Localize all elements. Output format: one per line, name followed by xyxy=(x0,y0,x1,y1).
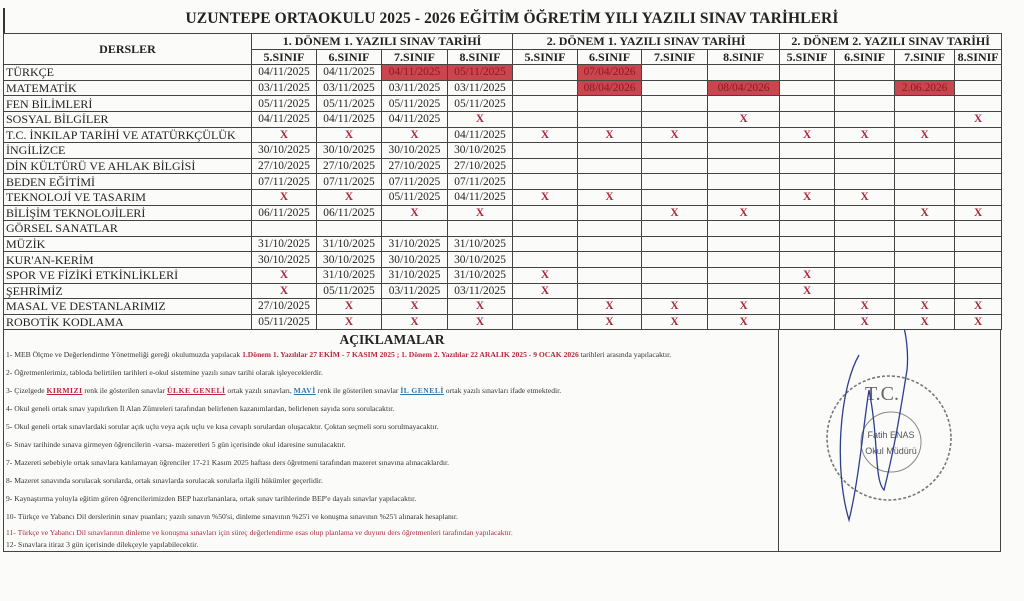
exam-date-cell: 04/11/2025 xyxy=(382,111,448,127)
exam-date-cell: 04/11/2025 xyxy=(448,189,513,205)
no-exam-mark: X xyxy=(780,283,835,299)
empty-cell xyxy=(835,283,895,299)
empty-cell xyxy=(578,283,642,299)
empty-cell xyxy=(642,174,708,190)
no-exam-mark: X xyxy=(578,314,642,330)
empty-cell xyxy=(513,158,578,174)
grade-header: 8.SINIF xyxy=(448,49,513,65)
exam-date-cell: 05/11/2025 xyxy=(317,96,382,112)
note-3 xyxy=(6,386,561,396)
empty-cell xyxy=(835,143,895,159)
no-exam-mark: X xyxy=(955,299,1002,315)
table-row xyxy=(4,314,1002,330)
empty-cell xyxy=(513,252,578,268)
grade-header: 6.SINIF xyxy=(317,49,382,65)
table-row xyxy=(4,205,1002,221)
svg-text:T.C.: T.C. xyxy=(864,383,900,406)
no-exam-mark: X xyxy=(317,127,382,143)
empty-cell xyxy=(252,221,317,237)
empty-cell xyxy=(578,96,642,112)
empty-cell xyxy=(895,174,955,190)
empty-cell xyxy=(895,236,955,252)
no-exam-mark: X xyxy=(382,299,448,315)
empty-cell xyxy=(835,158,895,174)
no-exam-mark: X xyxy=(382,205,448,221)
no-exam-mark: X xyxy=(252,267,317,283)
note-8: 8- Mazeret sınavında sorulacak sorularda, ortak sınavlarda sorulacak sorularla ilgili hükümler geçerlidir. xyxy=(6,476,323,486)
subject-cell: BEDEN EĞİTİMİ xyxy=(4,174,252,190)
exam-date-cell: 31/10/2025 xyxy=(252,236,317,252)
no-exam-mark: X xyxy=(317,299,382,315)
exam-date-cell: 04/11/2025 xyxy=(317,111,382,127)
no-exam-mark: X xyxy=(382,127,448,143)
exam-date-cell: 04/11/2025 xyxy=(252,65,317,81)
empty-cell xyxy=(642,111,708,127)
empty-cell xyxy=(708,127,780,143)
exam-date-cell: 27/10/2025 xyxy=(382,158,448,174)
empty-cell xyxy=(708,236,780,252)
subject-cell: TÜRKÇE xyxy=(4,65,252,81)
table-row xyxy=(4,143,1002,159)
empty-cell xyxy=(513,65,578,81)
no-exam-mark: X xyxy=(448,205,513,221)
empty-cell xyxy=(578,158,642,174)
note-text: ortak yazılı sınavları ifade etmektedir. xyxy=(443,386,562,396)
document-body xyxy=(3,33,1001,552)
table-row xyxy=(4,267,1002,283)
empty-cell xyxy=(708,143,780,159)
exam-date-cell: 06/11/2025 xyxy=(317,205,382,221)
svg-text:Okul Müdürü: Okul Müdürü xyxy=(865,446,917,457)
empty-cell xyxy=(642,96,708,112)
grade-header: 8.SINIF xyxy=(955,49,1002,65)
empty-cell xyxy=(780,221,835,237)
no-exam-mark: X xyxy=(955,314,1002,330)
exam-date-cell: 30/10/2025 xyxy=(317,143,382,159)
empty-cell xyxy=(708,252,780,268)
empty-cell xyxy=(835,205,895,221)
note-text: tarihleri arasında yapılacaktır. xyxy=(578,350,672,360)
table-row xyxy=(4,283,1002,299)
grade-header: 5.SINIF xyxy=(252,49,317,65)
note-10: 10- Türkçe ve Yabancı Dil derslerinin sınav puanları; yazılı sınavın %50'si, dinleme sınavının %25'i ve konuşma sınavının %25'i alınarak hesaplanır. xyxy=(6,512,458,522)
no-exam-mark: X xyxy=(780,189,835,205)
empty-cell xyxy=(895,65,955,81)
no-exam-mark: X xyxy=(835,299,895,315)
province-wide-label: İL GENELİ xyxy=(400,386,444,396)
subject-cell: ROBOTİK KODLAMA xyxy=(4,314,252,330)
exam-date-cell: 05/11/2025 xyxy=(252,314,317,330)
empty-cell xyxy=(955,96,1002,112)
empty-cell xyxy=(513,205,578,221)
empty-cell xyxy=(513,236,578,252)
exam-date-cell: 07/11/2025 xyxy=(252,174,317,190)
grade-header: 7.SINIF xyxy=(382,49,448,65)
table-row xyxy=(4,65,1002,81)
empty-cell xyxy=(642,143,708,159)
exam-date-cell: 05/11/2025 xyxy=(252,96,317,112)
note-highlight: 1.Dönem 1. Yazılılar 27 EKİM - 7 KASIM 2025 ; 1. Dönem 2. Yazılılar 22 ARALIK 2025 - 9 OCAK 2026 xyxy=(242,350,579,360)
empty-cell xyxy=(955,267,1002,283)
empty-cell xyxy=(955,283,1002,299)
subject-cell: SPOR VE FİZİKİ ETKİNLİKLERİ xyxy=(4,267,252,283)
no-exam-mark: X xyxy=(382,314,448,330)
note-1 xyxy=(6,350,671,360)
subject-cell: MATEMATİK xyxy=(4,80,252,96)
no-exam-mark: X xyxy=(895,127,955,143)
note-5: 5- Okul geneli ortak sınavlardaki sorular açık uçlu veya açık uçlu ve kısa cevaplı sorulardan oluşacaktır. Çoktan seçmeli soru sorulmayacaktır. xyxy=(6,422,439,432)
no-exam-mark: X xyxy=(895,314,955,330)
exam-date-cell: 08/04/2026 xyxy=(578,80,642,96)
empty-cell xyxy=(835,252,895,268)
exam-date-cell: 27/10/2025 xyxy=(448,158,513,174)
empty-cell xyxy=(835,80,895,96)
empty-cell xyxy=(708,174,780,190)
empty-cell xyxy=(835,65,895,81)
no-exam-mark: X xyxy=(448,111,513,127)
empty-cell xyxy=(642,65,708,81)
subject-cell: FEN BİLİMLERİ xyxy=(4,96,252,112)
signature-icon xyxy=(840,330,907,520)
empty-cell xyxy=(895,143,955,159)
table-row xyxy=(4,127,1002,143)
empty-cell xyxy=(708,158,780,174)
subject-cell: MÜZİK xyxy=(4,236,252,252)
exam-date-cell: 27/10/2025 xyxy=(252,299,317,315)
note-11: 11- Türkçe ve Yabancı Dil sınavlarının dinleme ve konuşma sınavları için süreç değerlendirme esas olup planlama ve duyuru ders öğretmenleri tarafından yapılacaktır. xyxy=(6,528,513,538)
empty-cell xyxy=(382,221,448,237)
exam-date-cell: 05/11/2025 xyxy=(382,189,448,205)
empty-cell xyxy=(780,65,835,81)
note-text: ortak yazılı sınavları, xyxy=(225,386,294,396)
subject-cell: BİLİŞİM TEKNOLOJİLERİ xyxy=(4,205,252,221)
no-exam-mark: X xyxy=(317,314,382,330)
exam-date-cell: 30/10/2025 xyxy=(252,143,317,159)
no-exam-mark: X xyxy=(708,314,780,330)
no-exam-mark: X xyxy=(252,127,317,143)
empty-cell xyxy=(780,236,835,252)
empty-cell xyxy=(835,174,895,190)
empty-cell xyxy=(317,221,382,237)
no-exam-mark: X xyxy=(708,299,780,315)
note-2: 2- Öğretmenlerimiz, tabloda belirtilen tarihleri e-okul sistemine yazılı sınav tarihi olarak işleyeceklerdir. xyxy=(6,368,323,378)
empty-cell xyxy=(708,221,780,237)
subject-cell: KUR'AN-KERİM xyxy=(4,252,252,268)
empty-cell xyxy=(780,252,835,268)
exam-date-cell: 31/10/2025 xyxy=(448,267,513,283)
grade-header: 7.SINIF xyxy=(642,49,708,65)
empty-cell xyxy=(835,236,895,252)
document-title: UZUNTEPE ORTAOKULU 2025 - 2026 EĞİTİM ÖĞRETİM YILI YAZILI SINAV TARİHLERİ xyxy=(185,10,839,27)
empty-cell xyxy=(578,111,642,127)
no-exam-mark: X xyxy=(835,127,895,143)
subject-cell: GÖRSEL SANATLAR xyxy=(4,221,252,237)
empty-cell xyxy=(708,65,780,81)
exam-date-cell: 07/11/2025 xyxy=(382,174,448,190)
exam-date-cell: 03/11/2025 xyxy=(252,80,317,96)
no-exam-mark: X xyxy=(578,299,642,315)
exam-date-cell: 31/10/2025 xyxy=(317,267,382,283)
exam-date-cell: 04/11/2025 xyxy=(448,127,513,143)
exam-date-cell: 07/11/2025 xyxy=(317,174,382,190)
exam-date-cell: 27/10/2025 xyxy=(252,158,317,174)
svg-text:Fatih ENAS: Fatih ENAS xyxy=(867,430,915,441)
exam-date-cell: 2.06.2026 xyxy=(895,80,955,96)
exam-date-cell: 04/11/2025 xyxy=(382,65,448,81)
exam-date-cell: 08/04/2026 xyxy=(708,80,780,96)
table-row xyxy=(4,299,1002,315)
period-header: 2. DÖNEM 2. YAZILI SINAV TARİHİ xyxy=(780,34,1002,50)
empty-cell xyxy=(955,127,1002,143)
subject-cell: SOSYAL BİLGİLER xyxy=(4,111,252,127)
bottom-section xyxy=(3,330,1001,552)
no-exam-mark: X xyxy=(642,127,708,143)
no-exam-mark: X xyxy=(642,205,708,221)
empty-cell xyxy=(708,283,780,299)
empty-cell xyxy=(895,111,955,127)
empty-cell xyxy=(513,80,578,96)
no-exam-mark: X xyxy=(708,111,780,127)
table-row xyxy=(4,174,1002,190)
empty-cell xyxy=(448,221,513,237)
empty-cell xyxy=(895,189,955,205)
exam-date-cell: 03/11/2025 xyxy=(448,80,513,96)
exam-date-cell: 05/11/2025 xyxy=(448,65,513,81)
no-exam-mark: X xyxy=(642,299,708,315)
empty-cell xyxy=(642,158,708,174)
no-exam-mark: X xyxy=(895,205,955,221)
empty-cell xyxy=(642,252,708,268)
grade-header: 5.SINIF xyxy=(780,49,835,65)
empty-cell xyxy=(895,221,955,237)
exam-date-cell: 30/10/2025 xyxy=(448,252,513,268)
empty-cell xyxy=(513,96,578,112)
empty-cell xyxy=(513,174,578,190)
no-exam-mark: X xyxy=(317,189,382,205)
table-row xyxy=(4,221,1002,237)
notes-title: AÇIKLAMALAR xyxy=(339,332,445,348)
empty-cell xyxy=(955,236,1002,252)
no-exam-mark: X xyxy=(835,189,895,205)
exam-date-cell: 04/11/2025 xyxy=(252,111,317,127)
note-9: 9- Kaynaştırma yoluyla eğitim gören öğrencilerimizden BEP hazırlananlara, ortak sınav tarihlerinde BEP'e dayalı sınavlar yapılacaktır. xyxy=(6,494,417,504)
no-exam-mark: X xyxy=(955,111,1002,127)
no-exam-mark: X xyxy=(578,189,642,205)
empty-cell xyxy=(895,252,955,268)
note-6: 6- Sınav tarihinde sınava girmeyen öğrencilerin -varsa- mazeretleri 5 gün içerisinde okul idaresine sunulacaktır. xyxy=(6,440,346,450)
no-exam-mark: X xyxy=(780,267,835,283)
grade-header: 8.SINIF xyxy=(708,49,780,65)
exam-date-cell: 03/11/2025 xyxy=(382,283,448,299)
no-exam-mark: X xyxy=(895,299,955,315)
table-row xyxy=(4,236,1002,252)
empty-cell xyxy=(955,143,1002,159)
empty-cell xyxy=(780,205,835,221)
no-exam-mark: X xyxy=(780,127,835,143)
empty-cell xyxy=(780,174,835,190)
no-exam-mark: X xyxy=(708,205,780,221)
note-7: 7- Mazereti sebebiyle ortak sınavlara katılamayan öğrenciler 17-21 Kasım 2025 haftası ders öğretmeni tarafından mazeret sınavına alınacaklardır. xyxy=(6,458,449,468)
empty-cell xyxy=(955,80,1002,96)
exam-date-cell: 07/11/2025 xyxy=(448,174,513,190)
blue-label: MAVİ xyxy=(293,386,316,396)
exam-date-cell: 30/10/2025 xyxy=(382,143,448,159)
period-header: 2. DÖNEM 1. YAZILI SINAV TARİHİ xyxy=(513,34,780,50)
exam-date-cell: 04/11/2025 xyxy=(317,65,382,81)
country-wide-label: ÜLKE GENELİ xyxy=(167,386,226,396)
exam-date-cell: 30/10/2025 xyxy=(382,252,448,268)
empty-cell xyxy=(578,174,642,190)
empty-cell xyxy=(642,80,708,96)
empty-cell xyxy=(780,314,835,330)
note-text: 3- Çizelgede xyxy=(6,386,47,396)
grade-header: 7.SINIF xyxy=(895,49,955,65)
subject-cell: DİN KÜLTÜRÜ VE AHLAK BİLGİSİ xyxy=(4,158,252,174)
no-exam-mark: X xyxy=(955,205,1002,221)
empty-cell xyxy=(955,158,1002,174)
note-text: renk ile gösterilen sınavlar xyxy=(315,386,401,396)
no-exam-mark: X xyxy=(448,299,513,315)
exam-date-cell: 27/10/2025 xyxy=(317,158,382,174)
empty-cell xyxy=(708,96,780,112)
red-label: KIRMIZI xyxy=(46,386,83,396)
exam-date-cell: 31/10/2025 xyxy=(382,236,448,252)
empty-cell xyxy=(708,267,780,283)
exam-date-cell: 30/10/2025 xyxy=(448,143,513,159)
empty-cell xyxy=(578,252,642,268)
empty-cell xyxy=(835,111,895,127)
exam-date-cell: 05/11/2025 xyxy=(448,96,513,112)
exam-schedule-table xyxy=(3,33,1002,330)
no-exam-mark: X xyxy=(513,267,578,283)
empty-cell xyxy=(835,96,895,112)
note-text: renk ile gösterilen sınavlar xyxy=(82,386,168,396)
empty-cell xyxy=(955,252,1002,268)
no-exam-mark: X xyxy=(642,314,708,330)
empty-cell xyxy=(642,283,708,299)
empty-cell xyxy=(642,236,708,252)
empty-cell xyxy=(708,189,780,205)
empty-cell xyxy=(642,221,708,237)
no-exam-mark: X xyxy=(835,314,895,330)
exam-date-cell: 07/04/2026 xyxy=(578,65,642,81)
grade-header: 5.SINIF xyxy=(513,49,578,65)
notes-section xyxy=(3,330,779,552)
empty-cell xyxy=(955,174,1002,190)
subject-cell: İNGİLİZCE xyxy=(4,143,252,159)
exam-date-cell: 30/10/2025 xyxy=(317,252,382,268)
empty-cell xyxy=(895,158,955,174)
empty-cell xyxy=(642,189,708,205)
subject-cell: MASAL VE DESTANLARIMIZ xyxy=(4,299,252,315)
table-row xyxy=(4,158,1002,174)
empty-cell xyxy=(780,80,835,96)
exam-date-cell: 05/11/2025 xyxy=(317,283,382,299)
table-row xyxy=(4,252,1002,268)
grade-header: 6.SINIF xyxy=(835,49,895,65)
exam-date-cell: 06/11/2025 xyxy=(252,205,317,221)
exam-date-cell: 03/11/2025 xyxy=(448,283,513,299)
empty-cell xyxy=(780,143,835,159)
empty-cell xyxy=(780,158,835,174)
empty-cell xyxy=(895,283,955,299)
no-exam-mark: X xyxy=(578,127,642,143)
no-exam-mark: X xyxy=(252,189,317,205)
exam-date-cell: 30/10/2025 xyxy=(252,252,317,268)
empty-cell xyxy=(835,267,895,283)
empty-cell xyxy=(642,267,708,283)
grade-header: 6.SINIF xyxy=(578,49,642,65)
empty-cell xyxy=(578,236,642,252)
empty-cell xyxy=(895,96,955,112)
no-exam-mark: X xyxy=(448,314,513,330)
empty-cell xyxy=(513,314,578,330)
table-row xyxy=(4,189,1002,205)
subjects-header: DERSLER xyxy=(4,34,252,65)
subject-cell: ŞEHRİMİZ xyxy=(4,283,252,299)
table-row xyxy=(4,96,1002,112)
no-exam-mark: X xyxy=(513,189,578,205)
empty-cell xyxy=(780,299,835,315)
exam-date-cell: 03/11/2025 xyxy=(382,80,448,96)
exam-date-cell: 31/10/2025 xyxy=(448,236,513,252)
empty-cell xyxy=(835,221,895,237)
school-stamp-icon xyxy=(779,330,999,548)
empty-cell xyxy=(955,65,1002,81)
exam-date-cell: 31/10/2025 xyxy=(382,267,448,283)
empty-cell xyxy=(513,221,578,237)
empty-cell xyxy=(578,205,642,221)
table-row xyxy=(4,111,1002,127)
note-12: 12- Sınavlara itiraz 3 gün içerisinde dilekçeyle yapılabilecektir. xyxy=(6,540,199,550)
empty-cell xyxy=(955,221,1002,237)
table-row xyxy=(4,80,1002,96)
exam-date-cell: 05/11/2025 xyxy=(382,96,448,112)
empty-cell xyxy=(780,96,835,112)
empty-cell xyxy=(780,111,835,127)
exam-date-cell: 03/11/2025 xyxy=(317,80,382,96)
note-text: 1- MEB Ölçme ve Değerlendirme Yönetmeliği gereği okulumuzda yapılacak xyxy=(6,350,243,360)
empty-cell xyxy=(513,299,578,315)
empty-cell xyxy=(513,111,578,127)
note-4: 4- Okul geneli ortak sınav yapılırken İl Alan Zümreleri tarafından belirlenen kazanımlardan, belirlenen sayıda soru sorulacaktır. xyxy=(6,404,395,414)
empty-cell xyxy=(955,189,1002,205)
empty-cell xyxy=(513,143,578,159)
exam-date-cell: 31/10/2025 xyxy=(317,236,382,252)
period-header: 1. DÖNEM 1. YAZILI SINAV TARİHİ xyxy=(252,34,513,50)
no-exam-mark: X xyxy=(513,283,578,299)
empty-cell xyxy=(578,267,642,283)
empty-cell xyxy=(578,221,642,237)
no-exam-mark: X xyxy=(513,127,578,143)
subject-cell: TEKNOLOJİ VE TASARIM xyxy=(4,189,252,205)
empty-cell xyxy=(578,143,642,159)
signature-box xyxy=(779,330,1001,552)
no-exam-mark: X xyxy=(252,283,317,299)
subject-cell: T.C. İNKILAP TARİHİ VE ATATÜRKÇÜLÜK xyxy=(4,127,252,143)
empty-cell xyxy=(895,267,955,283)
